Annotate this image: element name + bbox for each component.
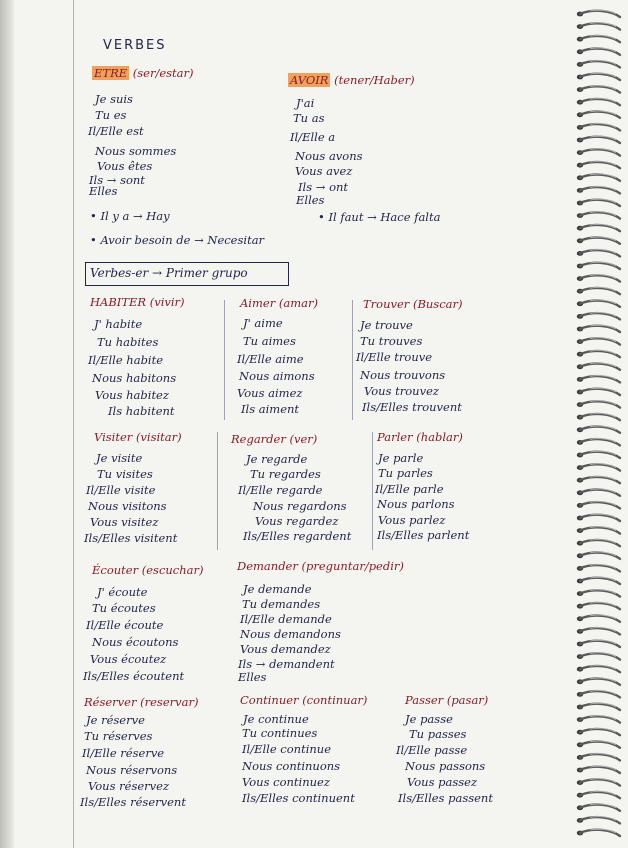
spiral-coil (580, 527, 620, 533)
etre-line: Ils → sont (89, 173, 145, 187)
spiral-coil (580, 11, 620, 17)
spiral-coil (580, 616, 620, 622)
spiral-coil (580, 679, 620, 685)
conjugation-line: Nous aimons (239, 369, 315, 383)
conjugation-line: Ils/Elles parlent (377, 528, 470, 542)
column-divider (224, 300, 225, 420)
spiral-coil (580, 439, 620, 445)
etre-line: Tu es (95, 108, 127, 122)
spiral-coil (580, 364, 620, 370)
spiral-coil (580, 603, 620, 609)
conjugation-line: Je réserve (86, 713, 145, 727)
conjugation-line: Il/Elle parle (375, 482, 444, 496)
conjugation-line: Il/Elle trouve (356, 350, 433, 364)
spiral-coil (580, 754, 620, 760)
verb-heading: Réserver (reservar) (84, 695, 199, 709)
conjugation-line: Ils aiment (241, 402, 300, 416)
conjugation-line: Ils → demandent (238, 657, 335, 671)
page-shadow-edge (0, 0, 14, 848)
conjugation-line: Nous demandons (240, 627, 341, 641)
conjugation-line: Il/Elle écoute (86, 618, 164, 632)
spiral-coil (580, 691, 620, 697)
conjugation-line: J' écoute (97, 585, 148, 599)
spiral-coil (580, 767, 620, 773)
etre-heading: ETRE (ser/estar) (94, 66, 194, 80)
spiral-coil (580, 641, 620, 647)
conjugation-line: Nous regardons (253, 499, 347, 513)
spiral-coil (580, 36, 620, 42)
conjugation-line: Ils/Elles écoutent (83, 669, 185, 683)
spiral-coil (580, 792, 620, 798)
conjugation-line: Elles (238, 670, 267, 684)
conjugation-line: Tu habites (97, 335, 159, 349)
conjugation-line: Vous demandez (240, 642, 331, 656)
spiral-coil (580, 553, 620, 559)
spiral-coil (580, 590, 620, 596)
spiral-coil (580, 212, 620, 218)
conjugation-line: Je demande (243, 582, 312, 596)
conjugation-line: Ils/Elles visitent (84, 531, 178, 545)
avoir-line: Il/Elle a (290, 130, 336, 144)
spiral-coil (580, 817, 620, 823)
expression-line: • Il faut → Hace falta (318, 210, 441, 224)
avoir-line: Tu as (293, 111, 325, 125)
conjugation-line: Tu trouves (360, 334, 423, 348)
conjugation-line: Je regarde (246, 452, 308, 466)
verb-heading: Parler (hablar) (377, 430, 463, 444)
spiral-coil (580, 805, 620, 811)
conjugation-line: Nous écoutons (92, 635, 179, 649)
conjugation-line: Je continue (243, 712, 309, 726)
group-box-label: Verbes-er → Primer grupo (90, 266, 248, 280)
spiral-coil (580, 704, 620, 710)
conjugation-line: Nous parlons (377, 497, 455, 511)
conjugation-line: Tu parles (378, 466, 433, 480)
verb-heading: Trouver (Buscar) (363, 297, 463, 311)
avoir-line: Nous avons (295, 149, 363, 163)
column-divider (217, 432, 218, 550)
spiral-coil (580, 61, 620, 67)
conjugation-line: Tu demandes (242, 597, 321, 611)
conjugation-line: Tu passes (409, 727, 467, 741)
conjugation-line: Je parle (378, 451, 424, 465)
spiral-coil (580, 742, 620, 748)
conjugation-line: Ils/Elles réservent (80, 795, 186, 809)
spiral-coil (580, 263, 620, 269)
spiral-coil (580, 464, 620, 470)
conjugation-line: Nous réservons (86, 763, 178, 777)
verb-heading: Regarder (ver) (231, 432, 318, 446)
conjugation-line: Vous visitez (90, 515, 159, 529)
avoir-line: Vous avez (295, 164, 353, 178)
conjugation-line: Vous passez (407, 775, 478, 789)
spiral-coil (580, 351, 620, 357)
spiral-coil (580, 427, 620, 433)
etre-line: Vous êtes (97, 159, 153, 173)
conjugation-line: Il/Elle réserve (82, 746, 165, 760)
spiral-coil (580, 175, 620, 181)
avoir-heading: AVOIR (tener/Haber) (290, 73, 415, 87)
conjugation-line: J' habite (94, 317, 143, 331)
spiral-coil (580, 74, 620, 80)
spiral-coil (580, 200, 620, 206)
spiral-coil (580, 250, 620, 256)
verb-heading: Continuer (continuar) (240, 693, 368, 707)
conjugation-line: Vous écoutez (90, 652, 167, 666)
spiral-coil (580, 313, 620, 319)
spiral-coil (580, 729, 620, 735)
conjugation-line: Tu aimes (243, 334, 296, 348)
spiral-coil (580, 389, 620, 395)
spiral-coil (580, 225, 620, 231)
spiral-coil (580, 653, 620, 659)
spiral-coil (580, 830, 620, 836)
spiral-coil (580, 338, 620, 344)
conjugation-line: Je trouve (360, 318, 413, 332)
spiral-coil (580, 401, 620, 407)
spiral-coil (580, 288, 620, 294)
spiral-coil (580, 162, 620, 168)
etre-line: Elles (89, 184, 118, 198)
spiral-coil (580, 565, 620, 571)
spiral-coil (580, 666, 620, 672)
conjugation-line: Ils/Elles trouvent (362, 400, 462, 414)
conjugation-line: Tu visites (97, 467, 153, 481)
spiral-coil (580, 376, 620, 382)
column-divider (352, 300, 353, 420)
expression-line: • Avoir besoin de → Necesitar (90, 233, 265, 247)
conjugation-line: Tu regardes (250, 467, 321, 481)
etre-line: Il/Elle est (88, 124, 144, 138)
column-divider (372, 432, 373, 550)
spiral-coil (580, 301, 620, 307)
conjugation-line: Il/Elle habite (88, 353, 164, 367)
conjugation-line: Il/Elle continue (242, 742, 331, 756)
conjugation-line: Nous visitons (88, 499, 167, 513)
conjugation-line: Tu réserves (84, 729, 153, 743)
conjugation-line: Vous habitez (95, 388, 169, 402)
spiral-coil (580, 86, 620, 92)
spiral-coil (580, 578, 620, 584)
verb-heading: Visiter (visitar) (94, 430, 182, 444)
spiral-coil (580, 112, 620, 118)
conjugation-line: Vous continuez (242, 775, 330, 789)
verb-heading: Aimer (amar) (240, 296, 318, 310)
avoir-line: Ils → ont (298, 180, 349, 194)
expression-line: • Il y a → Hay (90, 209, 170, 223)
verb-heading: Passer (pasar) (405, 693, 489, 707)
spiral-coil (580, 490, 620, 496)
verb-heading: Demander (preguntar/pedir) (237, 559, 404, 573)
conjugation-line: Il/Elle aime (237, 352, 304, 366)
conjugation-line: Vous réservez (88, 779, 170, 793)
spiral-coil (580, 502, 620, 508)
spiral-coil (580, 137, 620, 143)
conjugation-line: Il/Elle passe (396, 743, 468, 757)
conjugation-line: Vous aimez (237, 386, 303, 400)
avoir-line: Elles (296, 193, 325, 207)
spiral-coil (580, 149, 620, 155)
spiral-coil (580, 23, 620, 29)
margin-line (73, 0, 74, 848)
verb-heading: Écouter (escuchar) (92, 563, 204, 577)
conjugation-line: Je visite (96, 451, 143, 465)
avoir-line: J'ai (296, 96, 315, 110)
conjugation-line: Ils habitent (108, 404, 175, 418)
conjugation-line: Ils/Elles passent (398, 791, 493, 805)
conjugation-line: Il/Elle visite (86, 483, 156, 497)
conjugation-line: Nous passons (405, 759, 486, 773)
conjugation-line: Ils/Elles regardent (243, 529, 352, 543)
conjugation-line: J' aime (243, 316, 283, 330)
spiral-coil (580, 326, 620, 332)
spiral-coil (580, 275, 620, 281)
spiral-coil (580, 124, 620, 130)
spiral-binding (550, 0, 628, 848)
conjugation-line: Il/Elle demande (240, 612, 332, 626)
conjugation-line: Tu écoutes (92, 601, 156, 615)
conjugation-line: Vous trouvez (364, 384, 439, 398)
conjugation-line: Nous trouvons (360, 368, 446, 382)
conjugation-line: Ils/Elles continuent (242, 791, 355, 805)
spiral-coil (580, 238, 620, 244)
spiral-coil (580, 779, 620, 785)
conjugation-line: Vous parlez (378, 513, 446, 527)
spiral-coil (580, 477, 620, 483)
spiral-coil (580, 49, 620, 55)
spiral-coil (580, 99, 620, 105)
etre-line: Nous sommes (95, 144, 177, 158)
conjugation-line: Je passe (405, 712, 453, 726)
spiral-coil (580, 187, 620, 193)
spiral-coil (580, 716, 620, 722)
page-title: VERBES (103, 38, 167, 53)
spiral-coil (580, 515, 620, 521)
conjugation-line: Il/Elle regarde (238, 483, 323, 497)
conjugation-line: Vous regardez (255, 514, 339, 528)
spiral-coil (580, 628, 620, 634)
etre-line: Je suis (95, 92, 133, 106)
conjugation-line: Tu continues (242, 726, 318, 740)
spiral-coil (580, 452, 620, 458)
spiral-coil (580, 540, 620, 546)
spiral-coil (580, 414, 620, 420)
conjugation-line: Nous continuons (242, 759, 341, 773)
conjugation-line: Nous habitons (92, 371, 177, 385)
verb-heading: HABITER (vivir) (90, 295, 185, 309)
